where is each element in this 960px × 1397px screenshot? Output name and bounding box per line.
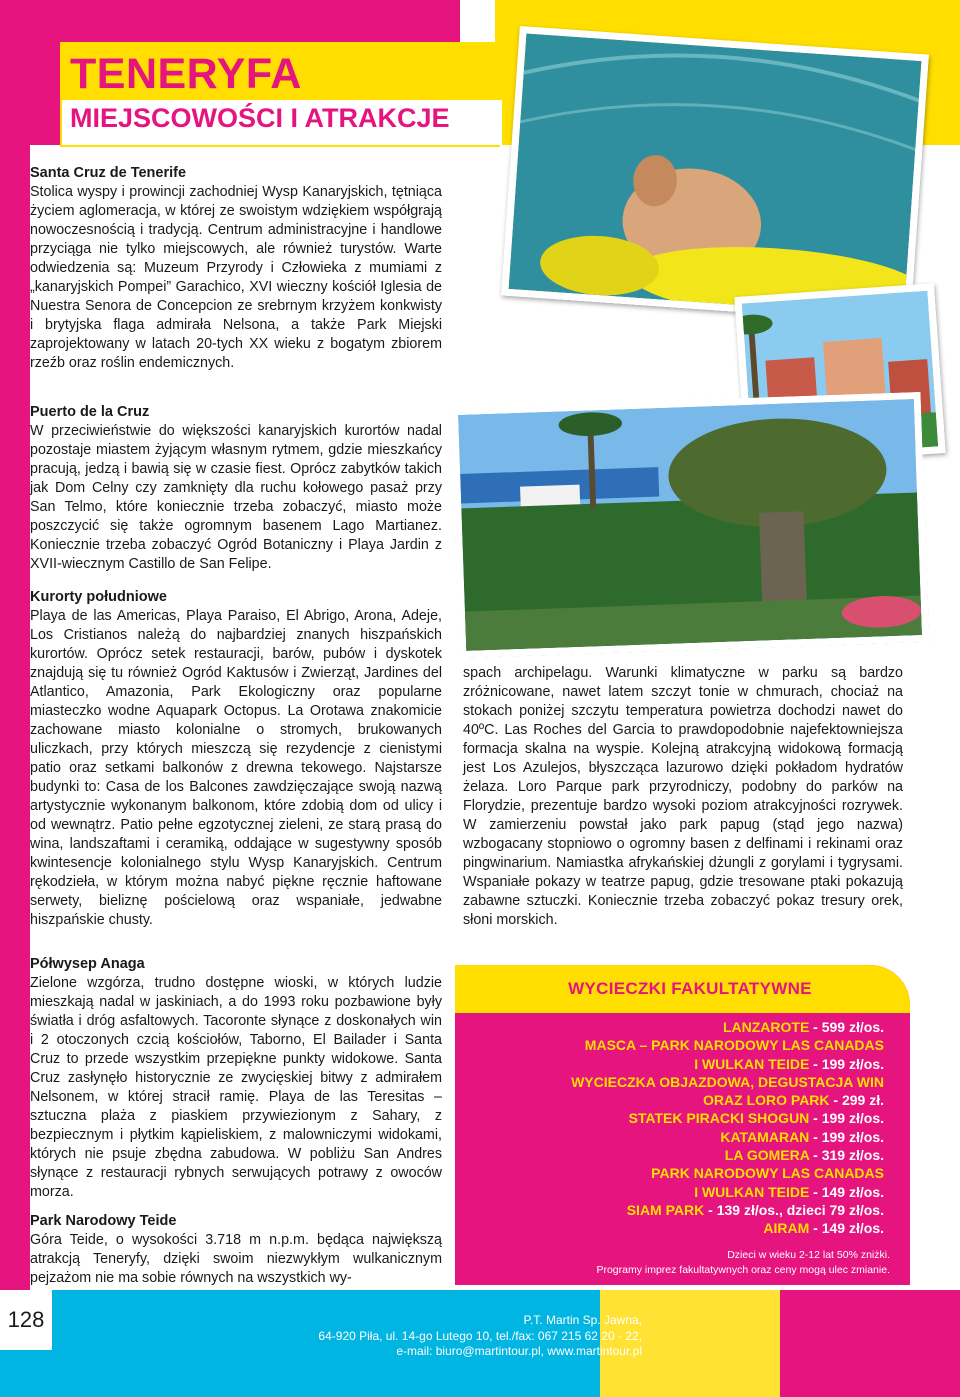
excursion-price: - 149 zł/os. xyxy=(809,1220,884,1237)
section-kurorty-poludniowe xyxy=(30,588,442,930)
continuation-body: spach archipelagu. Warunki klimatyczne w parku są bardzo zróżnicowane, nawet latem szczyt tonie w chmurach, chociaż na stokach poniżej szczytu temperatura powietrza dochodzi nawet do 40ºC. Las Roches del Garcia to prawdopodobnie najefektowniejsza formacja skalna na wyspie. Kolejną atrakcyjną widokową formacją jest Los Azulejos, błyszcząca lazurowo dzięki pokładom hydratów żelaza. Loro Parque park przyrodniczy, podobny do parków na Florydzie, prezentuje bardzo wysoki poziom atrakcyjności rozrywek. W zamierzeniu powstał jako park papug (stąd jego nazwa) wzbogacany stopniowo o ogromny basen z delfinami i rekinami oraz pingwinarium. Namiastka afrykańskiej dżungli z gorylami i tygrysami. Wspaniałe pokazy w teatrze papug, gdzie tresowane ptaki pokazują zabawne sztuczki. Koniecznie trzeba zobaczyć pokaz tresury orek, słoni morskich. xyxy=(463,665,903,928)
dragon-tree-illustration xyxy=(458,399,922,651)
excursion-name: LA GOMERA xyxy=(724,1147,810,1164)
excursion-name: MASCA – PARK NARODOWY LAS CANADAS xyxy=(584,1037,884,1054)
excursion-name: I WULKAN TEIDE xyxy=(694,1183,810,1200)
excursion-price: - 139 zł/os., dzieci 79 zł/os. xyxy=(704,1201,884,1218)
excursion-name: LANZAROTE xyxy=(722,1019,810,1035)
excursion-name: ORAZ LORO PARK xyxy=(703,1092,830,1109)
excursion-price: - 199 zł/os. xyxy=(809,1110,884,1127)
section-heading: Santa Cruz de Tenerife xyxy=(30,165,187,181)
excursions-box xyxy=(455,965,910,1285)
section-heading: Kurorty południowe xyxy=(30,589,167,605)
excursions-title: WYCIECZKI FAKULTATYWNE xyxy=(568,979,812,998)
excursion-line xyxy=(571,1091,884,1109)
page-title: TENERYFA xyxy=(70,50,302,98)
footer-email-web: e-mail: biuro@martintour.pl, www.martintour.pl xyxy=(396,1344,642,1358)
excursion-price: - 599 zł/os. xyxy=(809,1019,884,1035)
section-heading: Park Narodowy Teide xyxy=(30,1213,177,1229)
section-park-narodowy-teide xyxy=(30,1212,442,1288)
excursion-line xyxy=(571,1018,884,1036)
excursion-price: - 319 zł/os. xyxy=(809,1147,884,1164)
excursion-line xyxy=(571,1109,884,1127)
excursion-line xyxy=(571,1219,884,1237)
magenta-footer-band xyxy=(780,1290,960,1397)
excursion-line xyxy=(571,1201,884,1219)
section-body: Zielone wzgórza, trudno dostępne wioski, w których ludzie mieszkają nadal w jaskiniach, a do 1993 roku pozbawione były światła i dróg asfaltowych. Tacoronte słynące z doskonałych win i 2 otoczonych czcią kościołów, Taborno, El Bailader i Santa Cruz to przede wszystkim przepiękne punkty widokowe. Santa Cruz zasłynęło historycznie ze zwycięskiej bitwy z admirałem Nelsonem, w której stracił ramię. Playa de las Teresitas – sztuczna plaża z piaskiem przywiezionym z Sahary, z bezpiecznym i płytkim kąpieliskiem, z malowniczymi widokami, których nie psuje zbędna zabudowa. W pobliżu San Andres słynące z restauracji rybnych serwujących potrawy z owoców morza. xyxy=(30,975,442,1200)
excursion-line xyxy=(571,1164,884,1182)
section-continuation xyxy=(463,664,903,930)
dragon-tree-photo xyxy=(451,392,929,658)
excursions-list xyxy=(571,1018,884,1238)
excursion-price: - 149 zł/os. xyxy=(809,1183,884,1200)
price-change-note: Programy imprez fakultatywnych oraz ceny mogą ulec zmianie. xyxy=(596,1264,890,1276)
section-body: Góra Teide, o wysokości 3.718 m n.p.m. będąca największą atrakcją Teneryfy, dzięki swoim niezwykłym wulkanicznym pejzażom nie ma sobie równych na wszystkich wy- xyxy=(30,1232,442,1286)
page-subtitle: MIEJSCOWOŚCI I ATRAKCJE xyxy=(70,103,450,133)
section-body: Stolica wyspy i prowincji zachodniej Wysp Kanaryjskich, tętniąca życiem aglomeracja, w której ze swoistym wdziękiem współgrają nowoczesnością i tradycją. Centrum administracyjne i handlowe przyciąga nie tylko miejscowych, ale również turystów. Warte odwiedzenia są: Muzeum Przyrody i Człowieka z mumiami z „kanaryjskich Pompei” Garachico, XVI wieczny kościół Iglesia de Nuestra Senora de Concepcion ze srebrnym krzyżem konkwisty i brytyjska flaga admirała Nelsona, a także Park Miejski zaprojektowany w latach 20-tych XX wieku z bogatym zbiorem rzeźb oraz roślin endemicznych. xyxy=(30,184,442,371)
excursion-line xyxy=(571,1036,884,1054)
excursion-line xyxy=(571,1128,884,1146)
excursions-note xyxy=(475,1248,890,1278)
excursion-name: WYCIECZKA OBJAZDOWA, DEGUSTACJA WIN xyxy=(571,1073,884,1090)
section-body: Playa de las Americas, Playa Paraiso, El Abrigo, Arona, Adeje, Los Cristianos należą do najbardziej znanych hiszpańskich kurortów. Oprócz setek restauracji, barów, pubów i dyskotek znajdują się tu również Ogród Kaktusów i Zwierząt, Jardines del Atlantico, Amazonia, Park Ekologiczny oraz popularne miasteczko wodne Aquapark Octopus. La Orotawa znakomicie zachowane miasto kolonialne o stromych, brukowanych uliczkach, przy których mieszczą się rezydencje z cienistymi patio oraz setkami balkonów z drewna tekowego. Najstarsze budynki to: Casa de los Balcones zawdzięczające swoją nazwą artystycznie wykonanym balkonom, które zdobią dom od ulicy i od wewnątrz. Patio pełne egzotycznej zieleni, ze starą prasą do wina, landszaftami i ceramiką, oddające w sugestywny sposób kwintesencje kolonialnego stylu Wysp Kanaryjskich. Centrum rękodzieła, w którym można nabyć piękne ręcznie haftowane serwety, bieliznę pościelową oraz wspaniałe, jedwabne hiszpańskie chusty. xyxy=(30,608,442,928)
excursion-name: I WULKAN TEIDE xyxy=(694,1055,810,1072)
excursion-line xyxy=(571,1146,884,1164)
excursion-line xyxy=(571,1055,884,1073)
magenta-side-band xyxy=(0,0,30,1397)
section-heading: Puerto de la Cruz xyxy=(30,404,150,420)
excursion-name: PARK NARODOWY LAS CANADAS xyxy=(651,1165,884,1182)
excursion-price: - 199 zł/os. xyxy=(809,1128,884,1145)
excursion-price: - 299 zł. xyxy=(829,1092,884,1109)
excursion-price: - 199 zł/os. xyxy=(809,1055,884,1072)
excursion-name: AIRAM xyxy=(763,1220,810,1237)
section-santa-cruz xyxy=(30,164,442,373)
footer-company: P.T. Martin Sp. Jawna, xyxy=(523,1313,642,1327)
excursion-name: SIAM PARK xyxy=(626,1201,705,1218)
aquarium-illustration xyxy=(509,34,922,317)
section-polwysep-anaga xyxy=(30,955,442,1202)
children-discount-note: Dzieci w wieku 2-12 lat 50% zniżki. xyxy=(727,1249,890,1261)
section-body: W przeciwieństwie do większości kanaryjskich kurortów nadal pozostaje miastem żyjącym własnym rytmem, gdzie mieszkańcy pracują, jedzą i bawią się w czasie fiest. Oprócz zabytków takich jak Dom Celny czy zamknięty dla ruchu kołowego pasaż przy San Telmo, które koniecznie trzeba zobaczyć, miasto może poszczycić się także ogromnym basenem Lago Martianez. Koniecznie trzeba zobaczyć Ogród Botaniczny i Playa Jardin z XVII-wiecznym Castillo de San Felipe. xyxy=(30,423,442,572)
footer-address: 64-920 Piła, ul. 14-go Lutego 10, tel./fax: 067 215 62 20 - 22, xyxy=(318,1328,642,1343)
footer-contact xyxy=(300,1313,642,1360)
section-puerto-de-la-cruz xyxy=(30,403,442,574)
excursion-line xyxy=(571,1183,884,1201)
excursion-line xyxy=(571,1073,884,1091)
page-number: 128 xyxy=(0,1290,52,1350)
excursion-name: KATAMARAN xyxy=(720,1128,810,1145)
excursion-name: STATEK PIRACKI SHOGUN xyxy=(628,1110,810,1127)
section-heading: Półwysep Anaga xyxy=(30,956,145,972)
aquarium-tunnel-photo xyxy=(501,26,929,324)
